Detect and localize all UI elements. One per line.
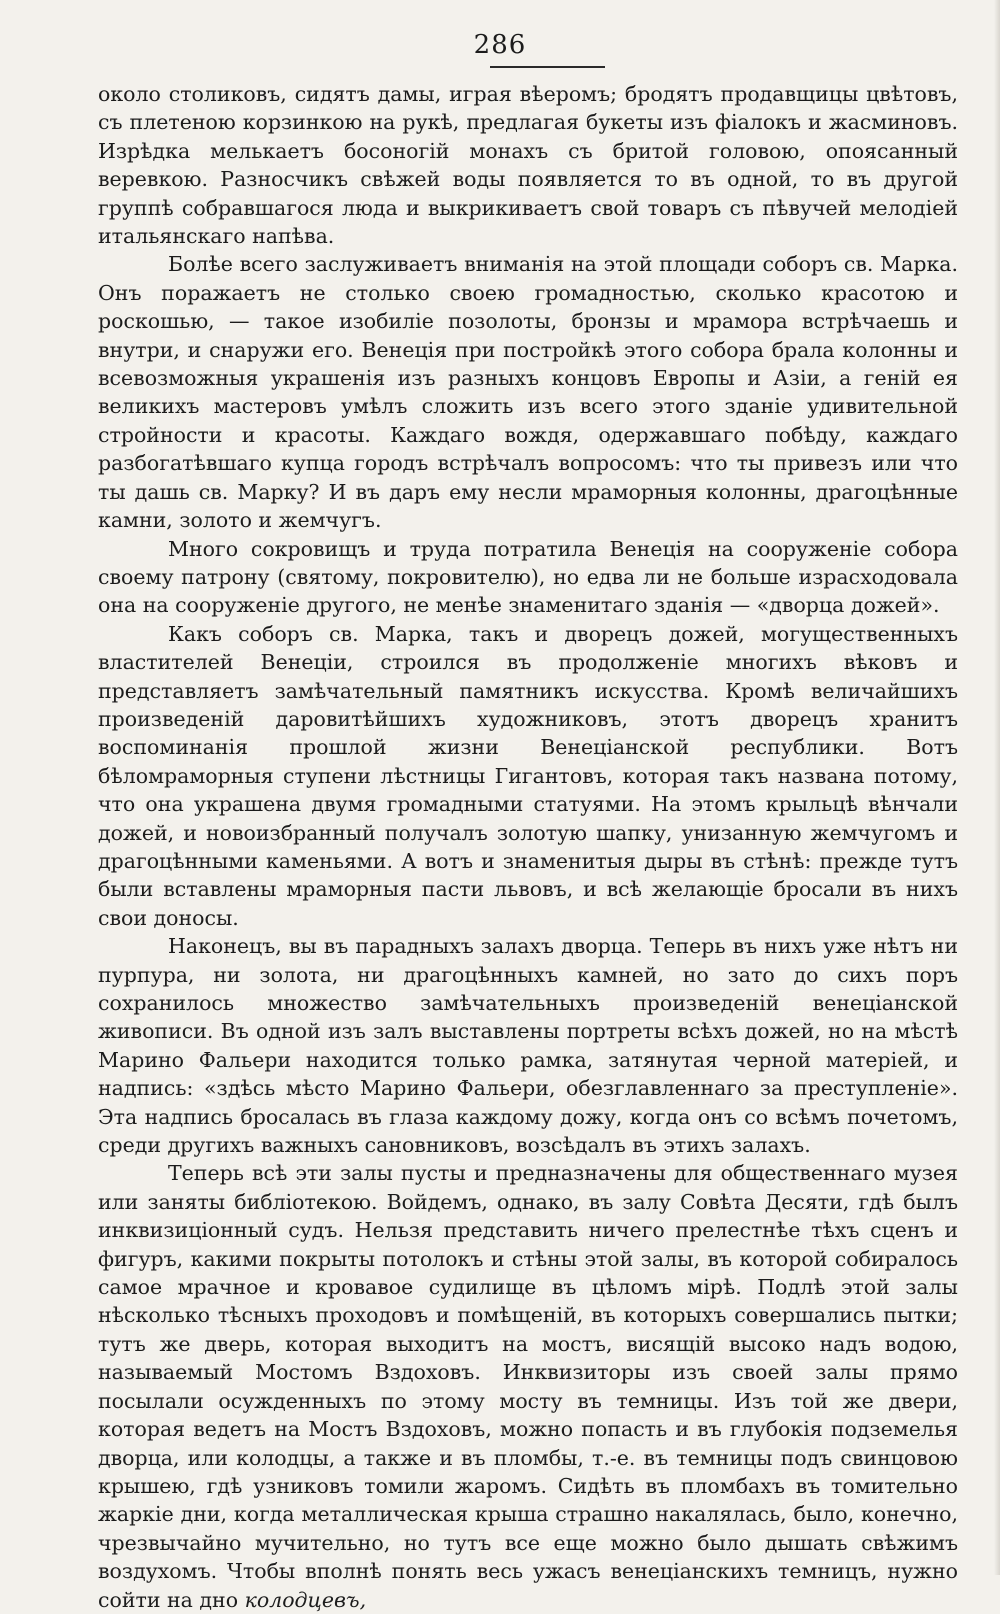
page-number-rule: [490, 66, 605, 68]
page-number: 286: [473, 30, 527, 60]
paragraph-1: около столиковъ, сидятъ дамы, играя вѣеромъ; бродятъ продавщицы цвѣтовъ, съ плетеною корзинкою на рукѣ, предлагая букеты изъ фіалокъ и жасминовъ. Изрѣдка мелькаетъ босоногій монахъ съ бритой головою, опоясанный веревкою. Разносчикъ свѣжей воды появляется то въ одной, то въ другой группѣ собравшагося люда и выкрикиваетъ свой товаръ съ пѣвучей мелодіей итальянскаго напѣва.: [98, 82, 958, 249]
page-edge: [994, 0, 1000, 1575]
paragraph-6-text: Теперь всѣ эти залы пусты и предназначены для общественнаго музея или заняты библіотекою. Войдемъ, однако, въ залу Совѣта Десяти, гдѣ былъ инквизиціонный судъ. Нельзя представить ничего прелестнѣе тѣхъ сценъ и фигуръ, какими покрыты потолокъ и стѣны этой залы, въ которой собиралось самое мрачное и кровавое судилище въ цѣломъ мірѣ. Подлѣ этой залы нѣсколько тѣсныхъ проходовъ и помѣщеній, въ которыхъ совершались пытки; тутъ же дверь, которая выходитъ на мостъ, висящій высоко надъ водою, называемый Мостомъ Вздоховъ. Инквизиторы изъ своей залы прямо посылали осужденныхъ по этому мосту въ темницы. Изъ той же двери, которая ведетъ на Мостъ Вздоховъ, можно попасть и въ глубокія подземелья дворца, или колодцы, а также и въ пломбы, т.-е. въ темницы подъ свинцовою крышею, гдѣ узниковъ томили жаромъ. Сидѣть въ пломбахъ въ томительно жаркіе дни, когда металлическая крыша страшно накалялась, было, конечно, чрезвычайно мучительно, но тутъ все еще можно было дышать свѣжимъ воздухомъ. Чтобы вполнѣ понять весь ужасъ венеціанскихъ темницъ, нужно сойти на дно: [98, 1161, 958, 1612]
paragraph-2: Болѣе всего заслуживаетъ вниманія на этой площади соборъ св. Марка. Онъ поражаетъ не столько своею громадностью, сколько красотою и роскошью, — такое изобиліе позолоты, бронзы и мрамора встрѣчаешь и внутри, и снаружи его. Венеція при постройкѣ этого собора брала колонны и всевозможныя украшенія изъ разныхъ концовъ Европы и Азіи, а геній ея великихъ мастеровъ умѣлъ сложить изъ всего этого зданіе удивительной стройности и красоты. Каждаго вождя, одержавшаго побѣду, каждаго разбогатѣвшаго купца городъ встрѣчалъ вопросомъ: что ты привезъ или что ты дашь св. Марку? И въ даръ ему несли мраморныя колонны, драгоцѣнные камни, золото и жемчугъ.: [98, 252, 958, 533]
paragraph-4: Какъ соборъ св. Марка, такъ и дворецъ дожей, могущественныхъ властителей Венеціи, строился въ продолженіе многихъ вѣковъ и представляетъ замѣчательный памятникъ искусства. Кромѣ величайшихъ произведеній даровитѣйшихъ художниковъ, этотъ дворецъ хранитъ воспоминанія прошлой жизни Венеціанской республики. Вотъ бѣломраморныя ступени лѣстницы Гигантовъ, которая такъ названа потому, что она украшена двумя громадными статуями. На этомъ крыльцѣ вѣнчали дожей, и новоизбранный получалъ золотую шапку, унизанную жемчугомъ и драгоцѣнными каменьями. А вотъ и знаменитыя дыры въ стѣнѣ: прежде тутъ были вставлены мраморныя пасти львовъ, и всѣ желающіе бросали въ нихъ свои доносы.: [98, 621, 958, 930]
paragraph-5: Наконецъ, вы въ парадныхъ залахъ дворца. Теперь въ нихъ уже нѣтъ ни пурпура, ни золота, ни драгоцѣнныхъ камней, но зато до сихъ поръ сохранилось множество замѣчательныхъ произведеній венеціанской живописи. Въ одной изъ залъ выставлены портреты всѣхъ дожей, но на мѣстѣ Марино Фальери находится только рамка, затянутая черной матеріей, и надпись: «здѣсь мѣсто Марино Фальери, обезглавленнаго за преступленіе». Эта надпись бросалась въ глаза каждому дожу, когда онъ со всѣмъ почетомъ, среди другихъ важныхъ сановниковъ, возсѣдалъ въ этихъ залахъ.: [98, 934, 958, 1158]
paragraph-6: [98, 1159, 958, 1614]
paragraph-3: Много сокровищъ и труда потратила Венеція на сооруженіе собора своему патрону (святому, покровителю), но едва ли не больше израсходовала она на сооруженіе другого, не менѣе знаменитаго зданія — «дворца дожей».: [98, 536, 958, 618]
body-text: [98, 80, 958, 1614]
paragraph-6-italic-tail: колодцевъ,: [244, 1587, 367, 1612]
